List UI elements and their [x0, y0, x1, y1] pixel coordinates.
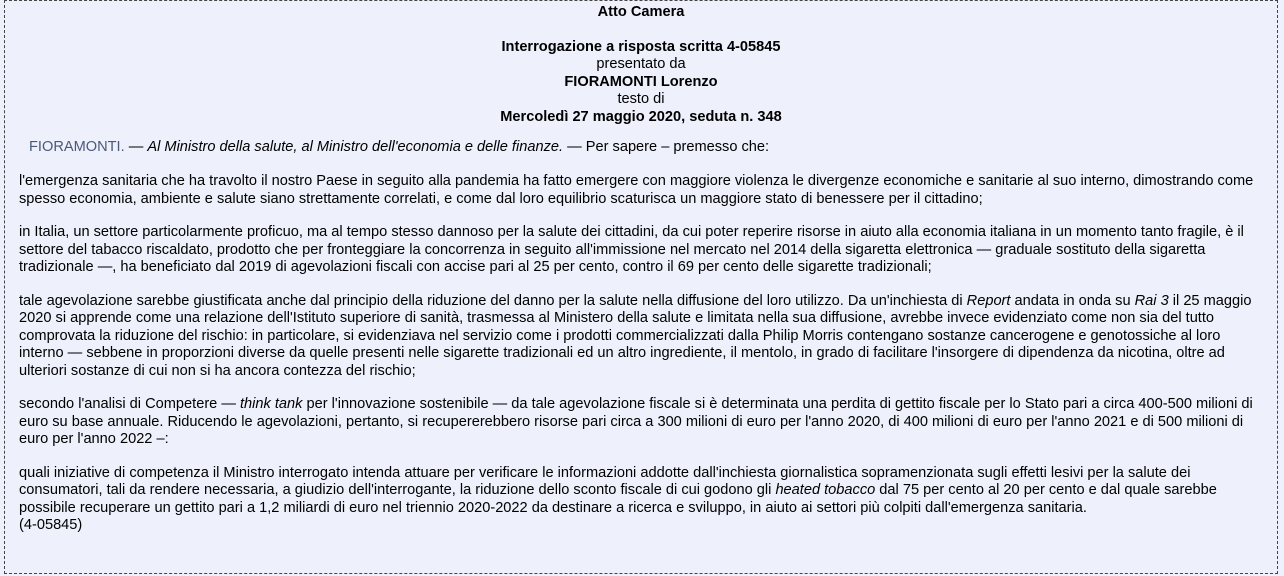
paragraph-2: in Italia, un settore particolarmente proficuo, ma al tempo stesso dannoso per la salute dei cittadini, da cui poter reperire risorse in aiuto alla economia italiana in un momento tanto fragile, è il settore del tabacco riscaldato, prodotto che per fronteggiare la concorrenza in seguito all'immissione nel mercato nel 2014 della sigaretta elettronica — graduale sostituto della sigaretta tradizionale —, ha beneficiato dal 2019 di agevolazioni fiscali con accise pari al 25 per cento, contro il 69 per cento delle sigarette tradizionali;	[19, 224, 1244, 275]
paragraph-5	[5, 465, 1277, 518]
p5-text-a: quali iniziative di competenza il Ministro interrogato intenda attuare per verificare le informazioni addotte dall'inchiesta giornalistica sopramenzionata sugli effetti lesivi per la salute dei consumatori, tali da rendere necessaria, a giudizio dell'interrogante, la riduzione dello sconto fiscale di cui godono gli	[19, 464, 1191, 498]
p3-text-b: andata in onda su	[1010, 292, 1135, 309]
addressee: Al Ministro della salute, al Ministro dell'economia e delle finanze.	[147, 139, 564, 155]
document-header	[5, 1, 1277, 126]
p4-text-a: secondo l'analisi di Competere —	[19, 396, 240, 412]
presented-by-label: presentato da	[596, 56, 686, 72]
session-date: Mercoledì 27 maggio 2020, seduta n. 348	[500, 108, 782, 125]
author-name: FIORAMONTI.	[29, 139, 125, 155]
think-tank: think tank	[240, 396, 303, 412]
text-of-label: testo di	[617, 91, 665, 107]
document-frame	[4, 0, 1278, 574]
presenter-name: FIORAMONTI Lorenzo	[564, 73, 718, 90]
paragraph-1: l'emergenza sanitaria che ha travolto il nostro Paese in seguito alla pandemia ha fatto emergere con maggiore violenza le divergenze economiche e sanitarie al suo interno, dimostrando come spesso economia, ambiente e salute siano strettamente correlati, e come dal loro equilibrio scaturisca un maggiore stato di benessere per il cittadino;	[19, 173, 1254, 207]
p5-text-b: dal 75 per cento al 20 per cento e dal quale sarebbe possibile recuperare un gettito pari a 1,2 miliardi di euro nel triennio 2020-2022 da destinare a ricerca e sviluppo, in aiuto ai settori più colpiti dall'emergenza sanitaria.	[19, 482, 1217, 516]
p3-text-a: tale agevolazione sarebbe giustificata anche dal principio della riduzione del danno per la salute nella diffusione del loro utilizzo. Da un'inchiesta di	[19, 292, 967, 309]
heated-tobacco: heated tobacco	[775, 482, 876, 498]
p4-text-b: per l'innovazione sostenibile — da tale agevolazione fiscale si è determinata una perdita di gettito fiscale per lo Stato pari a circa 400-500 milioni di euro su base annuale. Riducendo le agevolazioni, pertanto, si recupererebbero risorse pari circa a 300 milioni di euro per l'anno 2020, di 400 milioni di euro per l'anno 2021 e di 500 milioni di euro per l'anno 2022 –:	[19, 396, 1253, 447]
interrogation-title: Interrogazione a risposta scritta 4-05845	[501, 38, 781, 55]
paragraph-3	[5, 293, 1277, 381]
act-type: Atto Camera	[597, 4, 685, 20]
p3-text-c: il 25 maggio 2020 si apprende come una relazione dell'Istituto superiore di sanità, trasmessa al Ministero della salute e limitata nella sua diffusione, avrebbe invece evidenziato come non sia del tutto comprovata la riduzione del rischio: in particolare, si evidenziava nel servizio come i prodotti commercializzati dalla Philip Morris contengano sostanze cancerogene e genotossiche al loro interno — sebbene in proporzioni diverse da quelle presenti nelle sigarette tradizionali ed un altro ingrediente, il mentolo, in grado di facilitare l'insorgere di dipendenza da nicotina, oltre ad ulteriori sostanze di cui non si ha ancora contezza del rischio;	[19, 292, 1252, 379]
report-title: Report	[966, 292, 1011, 309]
intro-line	[5, 126, 1277, 156]
reference-code: (4-05845)	[19, 517, 83, 533]
intro-dash: —	[124, 139, 148, 155]
rai-channel: Rai 3	[1134, 292, 1169, 309]
intro-rest: — Per sapere – premesso che:	[563, 139, 770, 155]
paragraph-4	[5, 396, 1277, 449]
